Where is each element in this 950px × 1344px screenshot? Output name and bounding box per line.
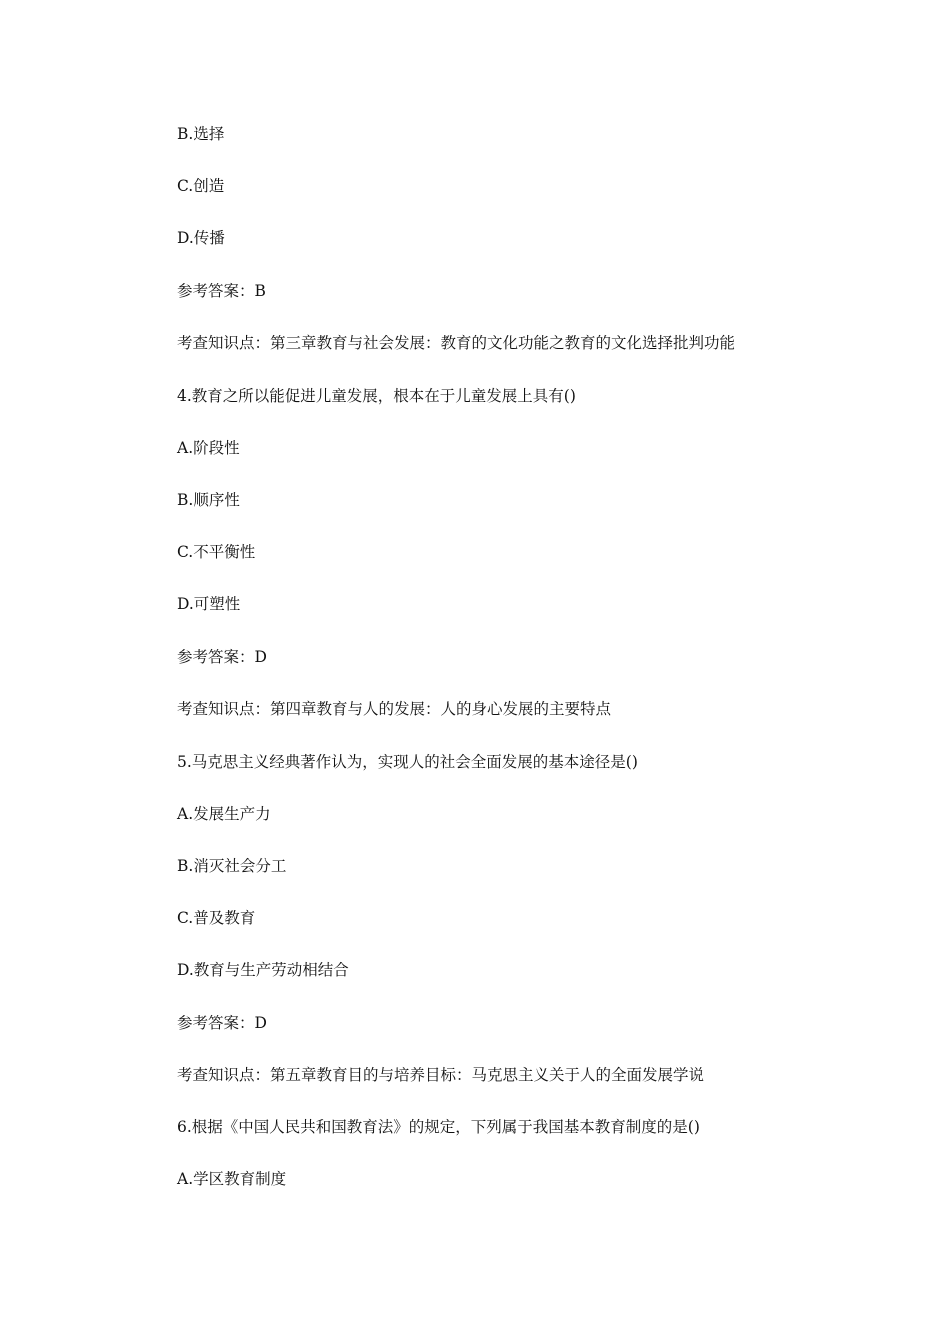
answer-q3: 参考答案：B [177, 282, 266, 300]
option-b-q3: B.选择 [177, 125, 225, 143]
option-d-q4: D.可塑性 [177, 595, 241, 613]
option-a-q5: A.发展生产力 [177, 805, 271, 823]
question-4: 4.教育之所以能促进儿童发展，根本在于儿童发展上具有() [177, 387, 576, 405]
question-6: 6.根据《中国人民共和国教育法》的规定，下列属于我国基本教育制度的是() [177, 1118, 700, 1136]
option-a-q4: A.阶段性 [177, 439, 240, 457]
knowledge-point-q5: 考查知识点：第五章教育目的与培养目标：马克思主义关于人的全面发展学说 [177, 1066, 705, 1084]
option-c-q3: C.创造 [177, 177, 225, 195]
option-c-q4: C.不平衡性 [177, 543, 256, 561]
option-a-q6: A.学区教育制度 [177, 1170, 287, 1188]
knowledge-point-q3: 考查知识点：第三章教育与社会发展：教育的文化功能之教育的文化选择批判功能 [177, 334, 736, 352]
option-d-q3: D.传播 [177, 229, 225, 247]
option-b-q4: B.顺序性 [177, 491, 240, 509]
answer-q5: 参考答案：D [177, 1014, 267, 1032]
knowledge-point-q4: 考查知识点：第四章教育与人的发展：人的身心发展的主要特点 [177, 700, 612, 718]
option-c-q5: C.普及教育 [177, 909, 256, 927]
answer-q4: 参考答案：D [177, 648, 267, 666]
option-b-q5: B.消灭社会分工 [177, 857, 287, 875]
question-5: 5.马克思主义经典著作认为，实现人的社会全面发展的基本途径是() [177, 753, 638, 771]
option-d-q5: D.教育与生产劳动相结合 [177, 961, 349, 979]
